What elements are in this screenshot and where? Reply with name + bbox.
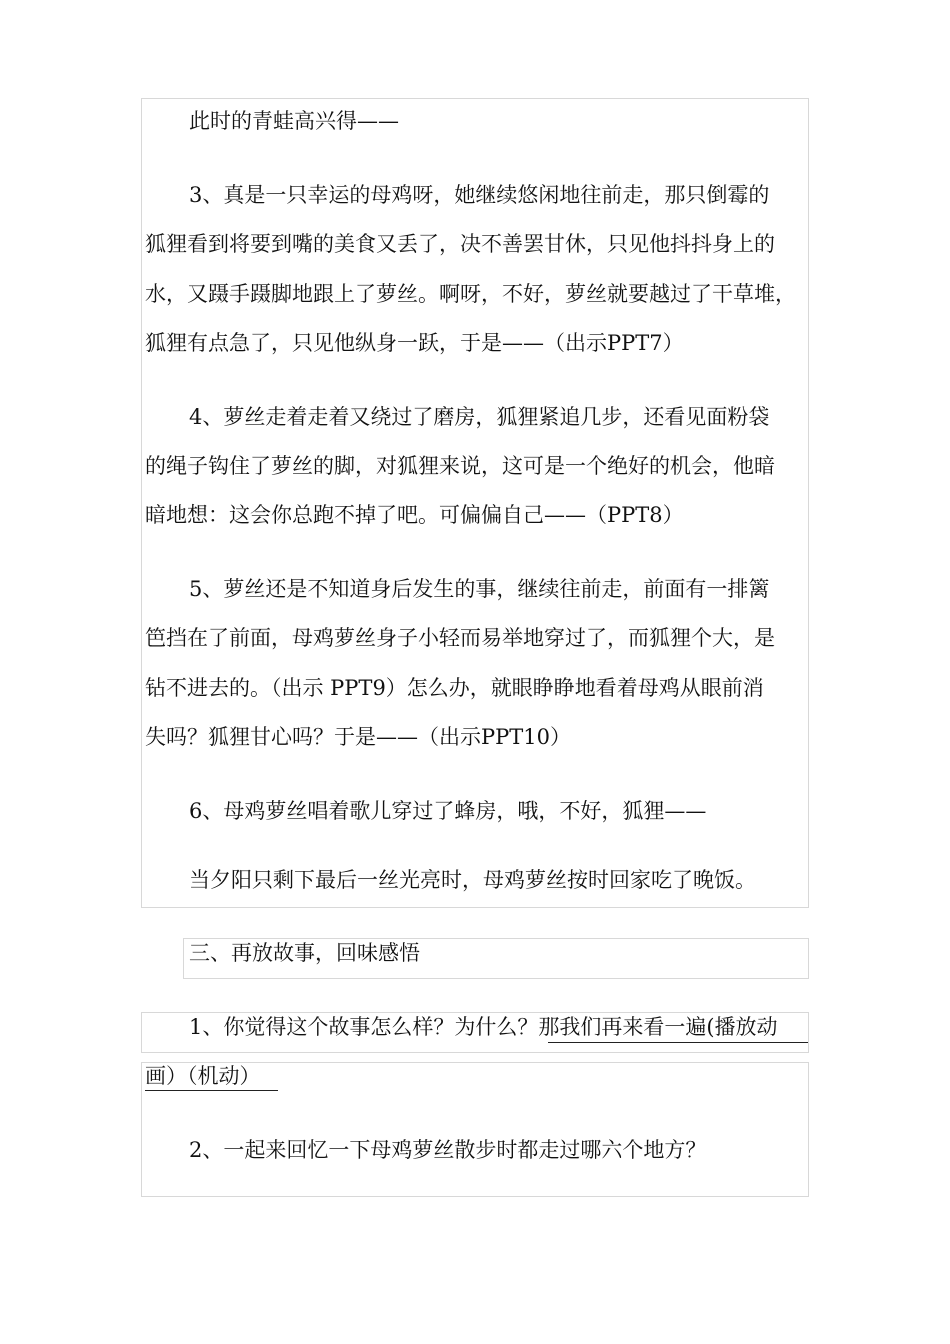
paragraph-4-line-3: 暗地想：这会你总跑不掉了吧。可偏偏自己——（PPT8） <box>145 503 684 527</box>
paragraph-4-line-2: 的绳子钩住了萝丝的脚，对狐狸来说，这可是一个绝好的机会，他暗 <box>145 454 775 478</box>
paragraph-3-line-3: 水，又蹑手蹑脚地跟上了萝丝。啊呀，不好，萝丝就要越过了干草堆， <box>145 282 796 306</box>
question-1-underline-1 <box>548 1042 808 1043</box>
paragraph-4-line-1: 4、萝丝走着走着又绕过了磨房，狐狸紧追几步，还看见面粉袋 <box>189 405 770 429</box>
sunset-line: 当夕阳只剩下最后一丝光亮时，母鸡萝丝按时回家吃了晚饭。 <box>189 868 756 892</box>
paragraph-3-line-1: 3、真是一只幸运的母鸡呀，她继续悠闲地往前走，那只倒霉的 <box>189 183 770 207</box>
question-2-line: 2、一起来回忆一下母鸡萝丝散步时都走过哪六个地方？ <box>189 1138 707 1162</box>
paragraph-5-line-2: 笆挡在了前面，母鸡萝丝身子小轻而易举地穿过了，而狐狸个大，是 <box>145 626 775 650</box>
frog-happy-line: 此时的青蛙高兴得—— <box>189 109 399 133</box>
paragraph-5-line-3: 钻不进去的。（出示 PPT9）怎么办，就眼睁睁地看着母鸡从眼前消 <box>145 676 764 700</box>
question-1-underline-2 <box>145 1090 278 1091</box>
paragraph-3-line-2: 狐狸看到将要到嘴的美食又丢了，决不善罢甘休，只见他抖抖身上的 <box>145 232 775 256</box>
question-1-line-1: 1、你觉得这个故事怎么样？为什么？那我们再来看一遍(播放动 <box>189 1015 778 1039</box>
paragraph-5-line-4: 失吗？狐狸甘心吗？于是——（出示PPT10） <box>145 725 571 749</box>
paragraph-6-line-1: 6、母鸡萝丝唱着歌儿穿过了蜂房，哦，不好，狐狸—— <box>189 799 707 823</box>
section-heading: 三、再放故事，回味感悟 <box>189 941 420 965</box>
paragraph-5-line-1: 5、萝丝还是不知道身后发生的事，继续往前走，前面有一排篱 <box>189 577 770 601</box>
paragraph-3-line-4: 狐狸有点急了，只见他纵身一跃，于是——（出示PPT7） <box>145 331 684 355</box>
question-1-line-2: 画）（机动） <box>145 1064 261 1088</box>
